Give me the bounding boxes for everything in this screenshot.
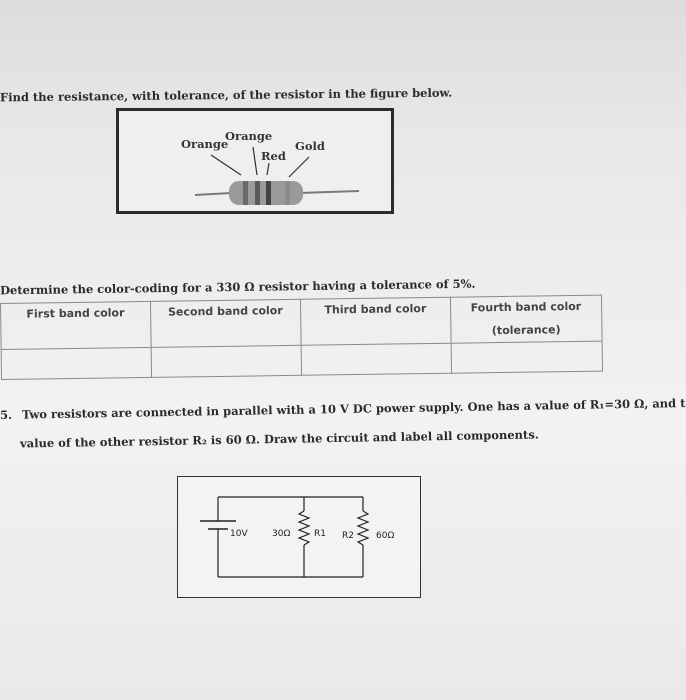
- answer-second-band: [151, 345, 302, 377]
- question-1-text: Find the resistance, with tolerance, of the resistor in the figure below.: [0, 85, 453, 105]
- band-2: [255, 181, 260, 205]
- question-3-line2: value of the other resistor R₂ is 60 Ω. Draw the circuit and label all components.: [19, 427, 539, 451]
- circuit-diagram: [177, 476, 421, 598]
- pointer-line-2: [253, 147, 257, 175]
- band-1: [243, 181, 248, 205]
- header-second-band: Second band color: [150, 299, 301, 347]
- pointer-line-4: [289, 157, 309, 177]
- r1-value-label: 30Ω: [272, 529, 291, 539]
- header-first-band: First band color: [1, 301, 151, 349]
- band-label-2: Orange: [225, 129, 273, 143]
- resistor-lead-right: [299, 191, 359, 193]
- header-fourth-band: Fourth band color (tolerance): [450, 295, 602, 343]
- header-third-band: Third band color: [300, 297, 450, 345]
- band-label-4: Gold: [295, 139, 325, 153]
- answer-third-band: [301, 343, 451, 375]
- resistor-drawing: [119, 111, 391, 211]
- resistor-figure: [116, 108, 394, 214]
- question-3-line1: Two resistors are connected in parallel with a 10 V DC power supply. One has a value of R₁=30 Ω, and t: [21, 396, 686, 422]
- band-color-table: [0, 295, 603, 380]
- tolerance-note: (tolerance): [491, 323, 561, 338]
- band-3: [266, 181, 271, 205]
- answer-first-band: [1, 347, 151, 379]
- question-3-number: 5.: [0, 407, 13, 422]
- r2-name-label: R2: [342, 531, 354, 541]
- source-label: 10V: [230, 529, 248, 539]
- question-3-text: [0, 396, 686, 422]
- answer-fourth-band: [451, 341, 603, 373]
- question-2-text: Determine the color-coding for a 330 Ω resistor having a tolerance of 5%.: [0, 276, 476, 298]
- r1-name-label: R1: [314, 529, 326, 539]
- band-4: [285, 181, 290, 205]
- band-label-1: Orange: [181, 137, 229, 151]
- resistor-lead-left: [195, 193, 231, 195]
- resistor-r2: [358, 511, 368, 545]
- resistor-r1: [299, 511, 309, 545]
- band-label-3: Red: [261, 149, 286, 163]
- pointer-line-3: [267, 163, 269, 175]
- r2-value-label: 60Ω: [376, 531, 395, 541]
- pointer-line-1: [211, 155, 241, 175]
